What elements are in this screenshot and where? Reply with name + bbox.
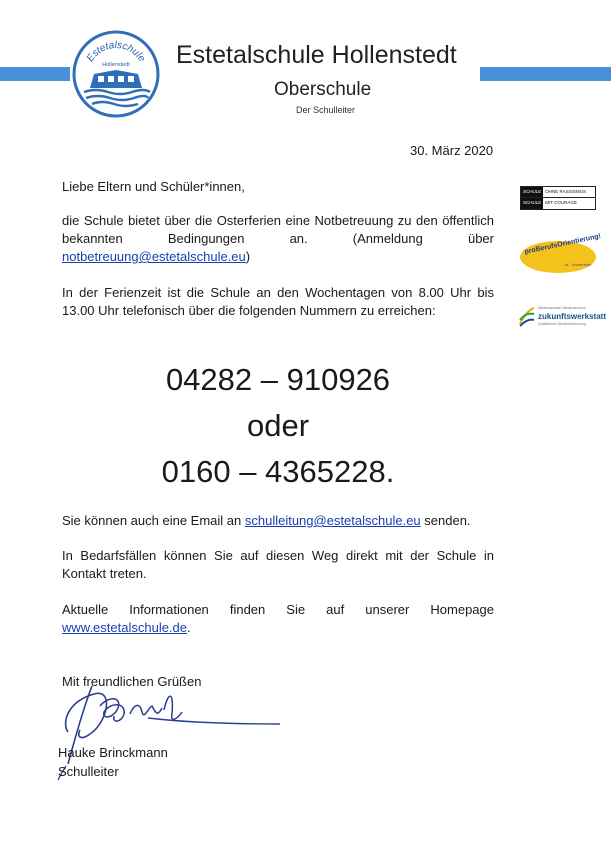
badge2-main: proBerufsOrientierung!: [524, 232, 602, 256]
para5-end: .: [187, 620, 191, 635]
paragraph-homepage: [62, 601, 494, 637]
para5-text: Aktuelle Informationen finden Sie auf unserer Homepage: [62, 602, 494, 617]
badge-pro-berufsorientierung: [518, 232, 602, 276]
letterhead-role: Der Schulleiter: [296, 105, 356, 115]
para1-end: ): [245, 249, 251, 264]
badge1-b-left: SCHULE: [521, 198, 543, 209]
badge-schule-ohne-rassismus: [520, 186, 596, 210]
zukunftswerkstatt-icon: [518, 306, 536, 328]
paragraph-bedarfsfaelle: In Bedarfsfällen können Sie auf diesen Weg direkt mit der Schule in Kontakt treten.: [62, 548, 494, 581]
para3-end: senden.: [420, 513, 471, 528]
notbetreuung-email-link[interactable]: notbetreuung@estetalschule.eu: [62, 249, 246, 264]
badge3-top: Niedersachsen Niedersachsen: [538, 306, 586, 310]
para3-start: Sie können auch eine Email an: [62, 513, 245, 528]
homepage-link[interactable]: www.estetalschule.de: [62, 620, 188, 635]
phone-number-1: 04282 – 910926: [165, 362, 391, 397]
badge3-bottom: Qualifizierte Berufsorientierung: [538, 322, 587, 326]
signer-name: Hauke Brinckmann: [58, 745, 168, 760]
paragraph-notbetreuung: [62, 212, 494, 266]
paragraph-email: [62, 512, 471, 530]
logo-text-sub: Hollenstedt: [102, 62, 130, 68]
header-bar-right: [480, 67, 611, 81]
school-name: Estetalschule Hollenstedt: [176, 41, 457, 69]
badge2-sub: Ja - Vorbereitet: [564, 262, 592, 267]
closing-greeting: Mit freundlichen Grüßen: [62, 674, 202, 689]
header-bar-left: [0, 67, 70, 81]
badge1-a-left: SCHULE: [521, 187, 543, 197]
phone-number-2: 0160 – 4365228.: [161, 454, 395, 489]
phone-or: oder: [246, 408, 310, 443]
badge-zukunftswerkstatt: [518, 305, 607, 329]
school-type: Oberschule: [274, 79, 372, 100]
school-logo: [72, 30, 160, 118]
logo-text-top: Estetalschule: [84, 39, 148, 65]
paragraph-ferienzeit: In der Ferienzeit ist die Schule an den Wochentagen von 8.00 Uhr bis 13.00 Uhr telefonisch über die folgenden Nummern zu erreichen:: [62, 285, 494, 318]
badge3-main: zukunftswerkstatt: [538, 312, 607, 321]
badge1-b-right: MIT COURAGE: [545, 200, 577, 205]
schulleitung-email-link[interactable]: schulleitung@estetalschule.eu: [244, 513, 421, 528]
signer-role: Schulleiter: [58, 764, 119, 779]
letter-date: 30. März 2020: [410, 143, 494, 158]
badge1-a-right: OHNE RASSISMUS: [545, 189, 587, 194]
salutation: Liebe Eltern und Schüler*innen,: [62, 179, 245, 194]
para1-text: die Schule bietet über die Osterferien eine Notbetreuung zu den öffentlich bekannten Bedingungen an. (Anmeldung über: [62, 213, 494, 246]
